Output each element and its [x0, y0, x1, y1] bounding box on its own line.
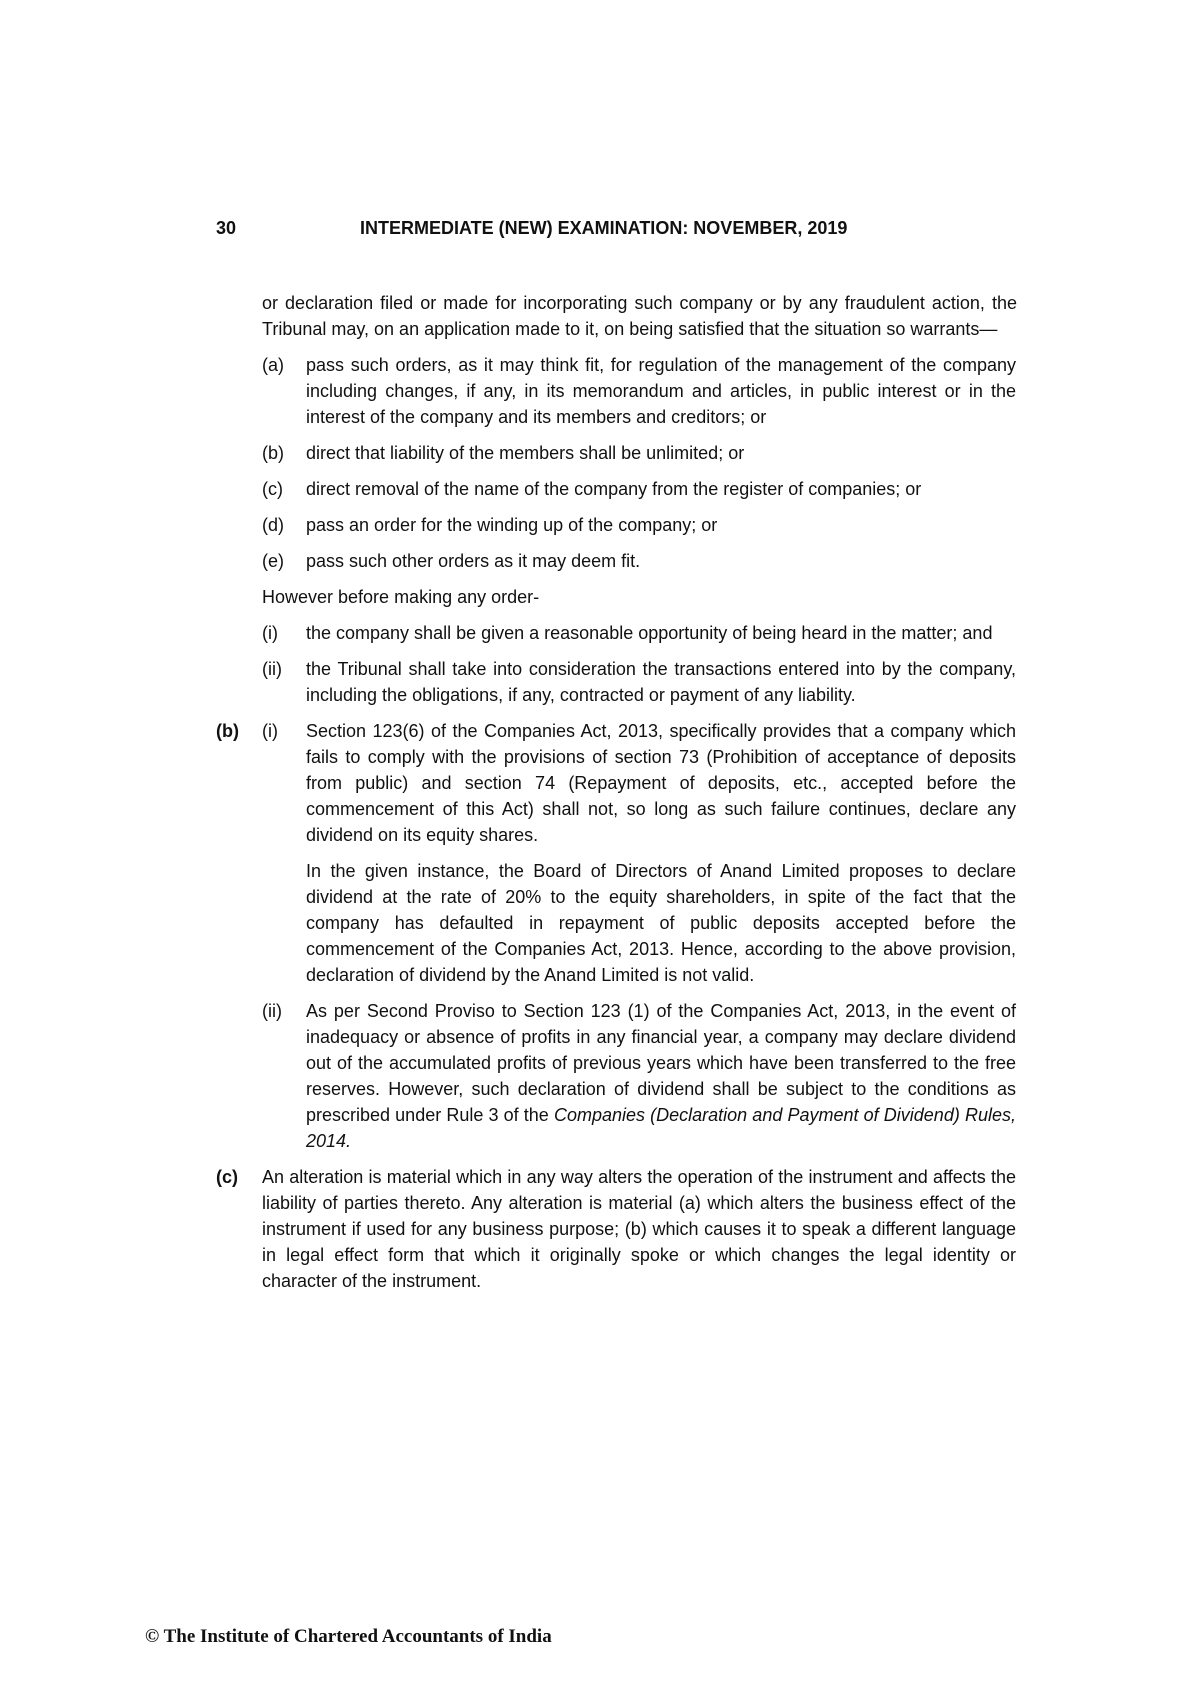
list-item-label: (c): [262, 479, 283, 499]
list-item: [262, 620, 1016, 646]
list-item-label: (b): [262, 443, 284, 463]
answer-part-b: [216, 718, 1016, 1154]
part-b-i-para2: In the given instance, the Board of Directors of Anand Limited proposes to declare dividend at the rate of 20% to the equity shareholders, in spite of the fact that the company has defaulted in repayment of public deposits accepted before the commencement of the Companies Act, 2013. Hence, according to the above provision, declaration of dividend by the Anand Limited is not valid.: [306, 861, 1016, 985]
part-label: (b): [216, 721, 239, 741]
document-body: [216, 290, 1016, 1294]
part-c-text: An alteration is material which in any way alters the operation of the instrument and affects the liability of parties thereto. Any alteration is material (a) which alters the business effect of the instrument if used for any business purpose; (b) which causes it to speak a different language in legal effect form that which it originally spoke or which changes the legal identity or character of the instrument.: [262, 1167, 1016, 1291]
list-item: [262, 548, 1016, 574]
page-header: [216, 218, 1022, 246]
list-item-text: the Tribunal shall take into consideration the transactions entered into by the company, including the obligations, if any, contracted or payment of any liability.: [306, 659, 1016, 705]
list-item-label: (ii): [262, 659, 282, 679]
list-item-label: (a): [262, 355, 284, 375]
list-item-text: pass such other orders as it may deem fit.: [306, 551, 641, 571]
list-item: [262, 352, 1016, 430]
list-item-text: direct removal of the name of the company from the register of companies; or: [306, 479, 922, 499]
part-b-i: [216, 718, 1016, 848]
page-number: 30: [216, 218, 237, 238]
list-item: [262, 656, 1016, 708]
list-item-text: the company shall be given a reasonable opportunity of being heard in the matter; and: [306, 623, 993, 643]
part-label: (c): [216, 1167, 238, 1187]
copyright-footer: © The Institute of Chartered Accountants of India: [145, 1626, 552, 1647]
intro-paragraph: or declaration filed or made for incorporating such company or by any fraudulent action, the Tribunal may, on an application made to it, on being satisfied that the situation so warrants—: [262, 293, 1017, 339]
part-b-ii-text: [306, 998, 1016, 1154]
rules-citation: Companies (Declaration and Payment of Dividend) Rules, 2014.: [306, 1105, 1016, 1151]
list-item-label: (d): [262, 515, 284, 535]
sub-label: (i): [262, 721, 278, 741]
part-c: [216, 1164, 1016, 1294]
answer-part-c: [216, 1164, 1016, 1294]
list-item-text: direct that liability of the members shall be unlimited; or: [306, 443, 745, 463]
sub-label: (ii): [262, 1001, 282, 1021]
tribunal-orders-list: [262, 352, 1016, 574]
conditions-list: [262, 620, 1016, 708]
list-item-text: pass an order for the winding up of the company; or: [306, 515, 718, 535]
list-item: [262, 512, 1016, 538]
list-item-label: (e): [262, 551, 284, 571]
list-item-label: (i): [262, 623, 278, 643]
part-b-i-text: Section 123(6) of the Companies Act, 2013, specifically provides that a company which fails to comply with the provisions of section 73 (Prohibition of acceptance of deposits from public) and section 74 (Repayment of deposits, etc., accepted before the commencement of this Act) shall not, so long as such failure continues, declare any dividend on its equity shares.: [306, 721, 1016, 845]
list-item: [262, 440, 1016, 466]
list-item-text: pass such orders, as it may think fit, for regulation of the management of the company including changes, if any, in its memorandum and articles, in public interest or in the interest of the company and its members and creditors; or: [306, 355, 1016, 427]
page-title: INTERMEDIATE (NEW) EXAMINATION: NOVEMBER, 2019: [360, 218, 848, 238]
part-b-ii-body: As per Second Proviso to Section 123 (1) of the Companies Act, 2013, in the event of inadequacy or absence of profits in any financial year, a company may declare dividend out of the accumulated profits of previous years which have been transferred to the free reserves. However, such declaration of dividend shall be subject to the conditions as prescribed under Rule 3 of the: [306, 1001, 1016, 1125]
list-item: [262, 476, 1016, 502]
part-b-ii: [216, 998, 1016, 1154]
however-paragraph: However before making any order-: [262, 587, 540, 607]
